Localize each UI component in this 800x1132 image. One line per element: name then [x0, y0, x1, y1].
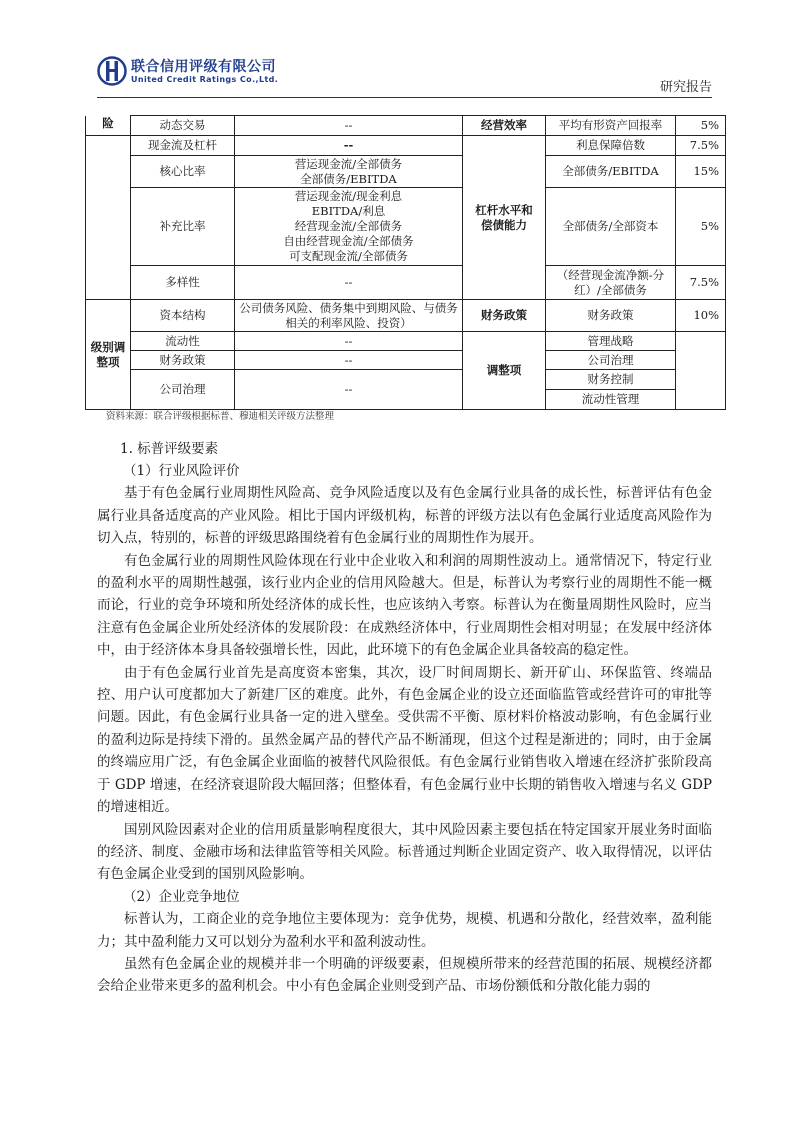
indicator-cell: -- [235, 370, 463, 410]
page-header [97, 52, 712, 96]
rating-factor-table [85, 115, 726, 410]
indicator-cell: 利息保障倍数 [546, 136, 676, 156]
indicator-cell: -- [235, 332, 463, 351]
indicator-cell: 财务控制 [546, 370, 676, 390]
table-row [86, 300, 726, 332]
indicator-cell: -- [235, 116, 463, 136]
company-name-cn: 联合信用评级有限公司 [131, 59, 276, 75]
weight-cell: 7.5% [676, 136, 726, 156]
weight-cell: 10% [676, 300, 726, 332]
indicator-cell: 全部债务/全部资本 [546, 188, 676, 266]
section-heading: 1. 标普评级要素 [120, 441, 219, 457]
factor-cell: 公司治理 [131, 370, 235, 410]
indicator-cell: 公司债务风险、债务集中到期风险、与债务相关的利率风险、投资） [235, 300, 463, 332]
header-divider [97, 97, 712, 98]
table-row [86, 156, 726, 188]
category-cell: 经营效率 [463, 116, 546, 136]
table-row [86, 351, 726, 370]
factor-cell: 财务政策 [131, 351, 235, 370]
indicator-label: （经营现金流净额-分红）/全部债务 [556, 267, 665, 297]
category-label: 级别调整项 [90, 339, 126, 369]
category-cell [463, 136, 546, 300]
weight-cell: 5% [676, 116, 726, 136]
table-row [86, 266, 726, 300]
paragraph: 虽然有色金属企业的规模并非一个明确的评级要素，但规模所带来的经营范围的拓展、规模经济都会给企业带来更多的盈利机会。中小有色金属企业则受到产品、市场份额低和分散化能力弱的 [97, 955, 712, 995]
indicator-line: 营运现金流/现金利息 [294, 189, 403, 203]
category-cell: 调整项 [463, 332, 546, 410]
indicator-line: 经营现金流/全部债务 [294, 219, 403, 233]
weight-cell: 7.5% [676, 266, 726, 300]
factor-cell: 补充比率 [131, 188, 235, 266]
factor-cell: 资本结构 [131, 300, 235, 332]
category-cell-empty [86, 136, 131, 300]
weight-cell: 15% [676, 156, 726, 188]
factor-cell: 动态交易 [131, 116, 235, 136]
category-label: 杠杆水平和偿债能力 [475, 202, 533, 232]
indicator-cell: 平均有形资产回报率 [546, 116, 676, 136]
company-logo-icon [97, 56, 127, 86]
subsection-heading: （2）企业竞争地位 [123, 888, 240, 905]
indicator-cell: -- [235, 136, 463, 156]
indicator-cell: -- [235, 351, 463, 370]
indicator-cell: 全部债务/EBITDA [546, 156, 676, 188]
category-cell: 险 [86, 116, 131, 136]
weight-cell-empty [676, 332, 726, 410]
company-name-en: United Credit Ratings Co.,Ltd. [131, 75, 279, 84]
indicator-cell: -- [235, 266, 463, 300]
indicator-cell: 管理战略 [546, 332, 676, 351]
factor-cell: 现金流及杠杆 [131, 136, 235, 156]
factor-cell: 多样性 [131, 266, 235, 300]
report-body [97, 432, 712, 998]
indicator-line: 可支配现金流/全部债务 [289, 249, 408, 263]
weight-cell: 5% [676, 188, 726, 266]
factor-cell: 流动性 [131, 332, 235, 351]
indicator-cell [235, 156, 463, 188]
indicator-cell [546, 266, 676, 300]
table-row [86, 370, 726, 390]
paragraph: 国别风险因素对企业的信用质量影响程度很大，其中风险因素主要包括在特定国家开展业务时面临的经济、制度、金融市场和法律监管等相关风险。标普通过判断企业固定资产、收入取得情况，以评估有色金属企业受到的国别风险影响。 [97, 821, 712, 883]
report-type-label: 研究报告 [659, 80, 712, 95]
category-cell: 财务政策 [463, 300, 546, 332]
subsection-heading: （1）行业风险评价 [123, 463, 240, 479]
indicator-cell: 财务政策 [546, 300, 676, 332]
indicator-line: 自由经营现金流/全部债务 [283, 234, 414, 248]
indicator-line: 营运现金流/全部债务 [294, 156, 403, 171]
indicator-line: 全部债务/EBITDA [300, 171, 397, 186]
indicator-cell: 流动性管理 [546, 390, 676, 410]
paragraph: 基于有色金属行业周期性风险高、竞争风险适度以及有色金属行业具备的成长性，标普评估有色金属行业具备适度高的产业风险。相比于国内评级机构，标普的评级方法以有色金属行业适度高风险作为切入点，特别的，标普的评级思路围绕着有色金属行业的周期性作为展开。 [97, 485, 712, 547]
indicator-cell: 公司治理 [546, 351, 676, 370]
paragraph: 有色金属行业的周期性风险体现在行业中企业收入和利润的周期性波动上。通常情况下，特定行业的盈利水平的周期性越强，该行业内企业的信用风险越大。但是，标普认为考察行业的周期性不能一概而论，行业的竞争环境和所处经济体的成长性，也应该纳入考察。标普认为在衡量周期性风险时，应当注意有色金属企业所处经济体的发展阶段：在成熟经济体中，行业周期性会相对明显；在发展中经济体中，由于经济体本身具备较强增长性，因此，此环境下的有色金属企业具备较高的稳定性。 [97, 552, 712, 659]
table-row [86, 116, 726, 136]
category-cell [86, 300, 131, 410]
factor-cell: 核心比率 [131, 156, 235, 188]
table-row [86, 188, 726, 266]
paragraph: 由于有色金属行业首先是高度资本密集，其次，设厂时间周期长、新开矿山、环保监管、终端品控、用户认可度都加大了新建厂区的难度。此外，有色金属企业的设立还面临监管或经营许可的审批等问题。因此，有色金属行业具备一定的进入壁垒。受供需不平衡、原材料价格波动影响，有色金属行业的盈利边际是持续下滑的。虽然金属产品的替代产品不断涌现，但这个过程是渐进的；同时，由于金属的终端应用广泛，有色金属企业面临的被替代风险很低。有色金属行业销售收入增速在经济扩张阶段高于 GDP 增速，在经济衰退阶段大幅回落；但整体看，有色金属行业中长期的销售收入增速与名义 GDP 的增速相近。 [97, 664, 712, 816]
table-source-note: 资料来源：联合评级根据标普、穆迪相关评级方法整理 [106, 411, 335, 422]
table-row [86, 332, 726, 351]
indicator-line: EBITDA/利息 [311, 204, 386, 218]
indicator-cell [235, 188, 463, 266]
table-row [86, 136, 726, 156]
paragraph: 标普认为，工商企业的竞争地位主要体现为：竞争优势，规模、机遇和分散化，经营效率，盈利能力；其中盈利能力又可以划分为盈利水平和盈利波动性。 [97, 911, 712, 950]
